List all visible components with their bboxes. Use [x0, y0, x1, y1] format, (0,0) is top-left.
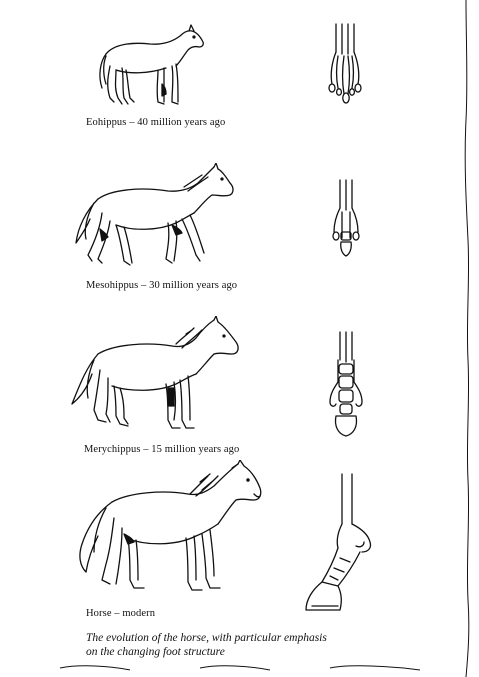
eohippus-foot-drawing [320, 22, 370, 108]
modern-horse-drawing [72, 460, 266, 602]
mesohippus-drawing [72, 163, 238, 275]
figure-caption [86, 631, 456, 659]
caption-line-1: The evolution of the horse, with particular emphasis [86, 632, 327, 644]
eohippus-drawing [92, 22, 210, 108]
stage-label-mesohippus: Mesohippus – 30 million years ago [86, 280, 238, 291]
stage-label-modern-horse: Horse – modern [86, 608, 156, 619]
merychippus-drawing [68, 316, 244, 440]
merychippus-foot-drawing [322, 330, 370, 442]
stage-label-merychippus: Merychippus – 15 million years ago [84, 444, 240, 455]
modern-horse-foot-drawing [298, 472, 382, 618]
stage-label-eohippus: Eohippus – 40 million years ago [86, 117, 226, 128]
caption-line-2: on the changing foot structure [86, 646, 225, 658]
mesohippus-foot-drawing [322, 178, 370, 262]
